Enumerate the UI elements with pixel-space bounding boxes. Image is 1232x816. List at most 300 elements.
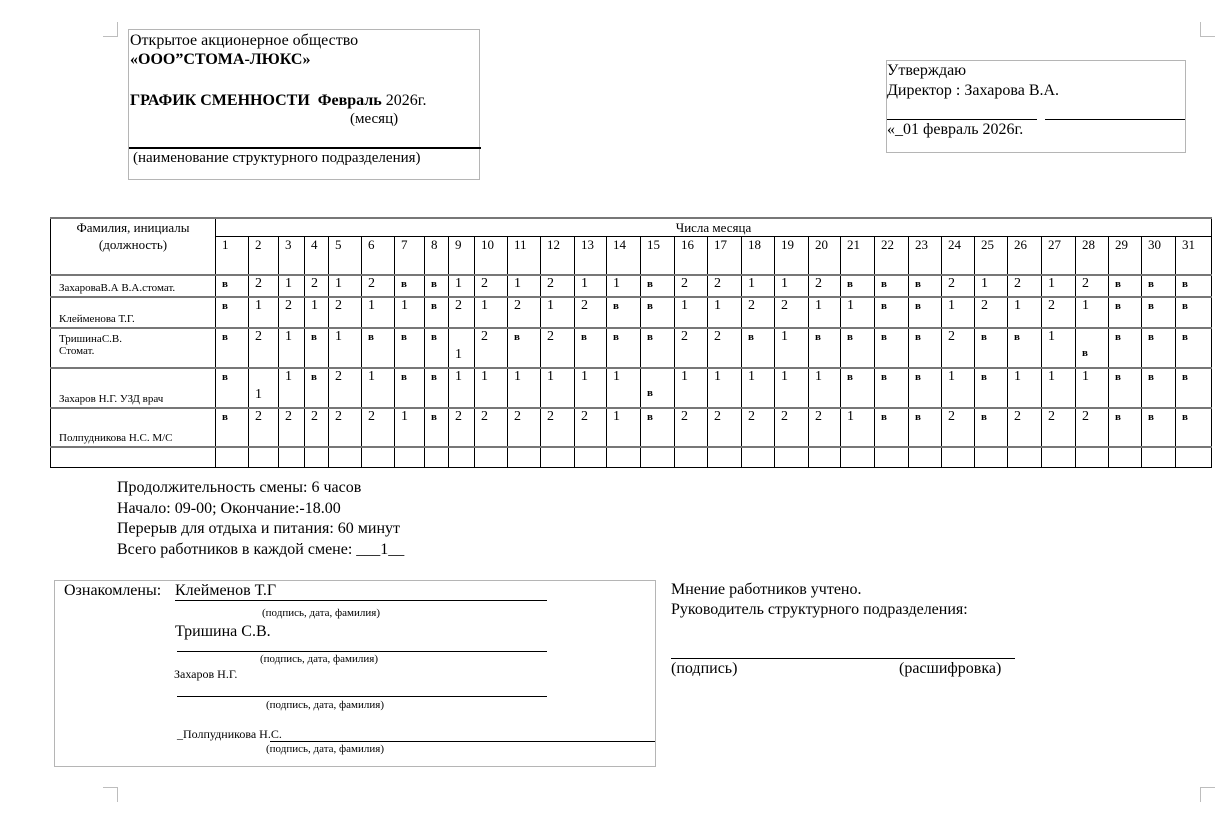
shift-cell[interactable]: [1008, 408, 1042, 447]
shift-cell[interactable]: [809, 408, 841, 447]
shift-cell[interactable]: [362, 275, 395, 297]
shift-cell[interactable]: [1142, 328, 1176, 368]
day-off-mark: в: [1148, 278, 1154, 290]
ack-person-name: _Полпудникова Н.С.: [177, 727, 282, 741]
empty-cell[interactable]: [708, 447, 742, 468]
empty-cell[interactable]: [675, 447, 708, 468]
day-header: 24: [942, 237, 975, 276]
shift-cell[interactable]: [809, 368, 841, 408]
shift-cell[interactable]: [942, 408, 975, 447]
shift-number: 1: [547, 369, 554, 384]
shift-break: Перерыв для отдыха и питания: 60 минут: [117, 520, 401, 537]
empty-cell[interactable]: [607, 447, 641, 468]
shift-number: 2: [514, 298, 521, 313]
shift-cell[interactable]: [809, 297, 841, 328]
day-off-mark: в: [1148, 411, 1154, 423]
shift-number: 2: [714, 409, 721, 424]
shift-cell[interactable]: [425, 275, 449, 297]
empty-cell[interactable]: [508, 447, 541, 468]
shift-cell[interactable]: [395, 368, 425, 408]
employee-name-cell: [51, 328, 216, 368]
employee-name-cell: [51, 297, 216, 328]
empty-cell[interactable]: [742, 447, 775, 468]
shift-cell[interactable]: [1042, 368, 1076, 408]
day-header: 30: [1142, 237, 1176, 276]
shift-number: 2: [514, 409, 521, 424]
shift-cell[interactable]: [362, 368, 395, 408]
shift-cell[interactable]: [475, 275, 508, 297]
day-off-mark: в: [915, 331, 921, 343]
day-off-mark: в: [1182, 371, 1188, 383]
signature-rule: [1045, 119, 1185, 120]
shift-cell[interactable]: [742, 275, 775, 297]
shift-cell[interactable]: [742, 368, 775, 408]
shift-number: 1: [714, 369, 721, 384]
empty-cell[interactable]: [425, 447, 449, 468]
shift-cell[interactable]: [942, 297, 975, 328]
empty-cell[interactable]: [449, 447, 475, 468]
shift-number: 2: [455, 298, 462, 313]
shift-number: 2: [368, 276, 375, 291]
shift-cell[interactable]: [279, 408, 305, 447]
day-off-mark: в: [881, 411, 887, 423]
employee-name: ЗахароваВ.А В.А.стомат.: [59, 282, 176, 294]
shift-cell[interactable]: [216, 275, 249, 297]
day-header: 19: [775, 237, 809, 276]
empty-cell[interactable]: [1142, 447, 1176, 468]
shift-cell[interactable]: [775, 408, 809, 447]
shift-cell[interactable]: [541, 368, 575, 408]
empty-cell[interactable]: [216, 447, 249, 468]
empty-cell[interactable]: [775, 447, 809, 468]
signature-caption: (подпись, дата, фамилия): [260, 653, 378, 665]
shift-cell[interactable]: [249, 297, 279, 328]
shift-cell[interactable]: [575, 368, 607, 408]
empty-cell[interactable]: [249, 447, 279, 468]
schedule-title-line: [130, 92, 427, 110]
shift-cell[interactable]: [475, 297, 508, 328]
shift-cell[interactable]: [541, 408, 575, 447]
shift-cell[interactable]: [1076, 368, 1109, 408]
shift-cell[interactable]: [1109, 328, 1142, 368]
day-off-mark: в: [401, 331, 407, 343]
empty-cell[interactable]: [51, 447, 216, 468]
empty-cell[interactable]: [362, 447, 395, 468]
shift-cell[interactable]: [641, 275, 675, 297]
empty-cell[interactable]: [575, 447, 607, 468]
shift-number: 1: [748, 369, 755, 384]
shift-cell[interactable]: [425, 297, 449, 328]
shift-number: 2: [547, 329, 554, 344]
day-header: 2: [249, 237, 279, 276]
shift-cell[interactable]: [1042, 328, 1076, 368]
shift-cell[interactable]: [1008, 328, 1042, 368]
shift-cell[interactable]: [508, 408, 541, 447]
empty-row: [51, 447, 1212, 468]
shift-cell[interactable]: [607, 275, 641, 297]
employee-name: Клейменова Т.Г.: [59, 313, 135, 325]
shift-cell[interactable]: [508, 368, 541, 408]
approval-block: [886, 60, 1186, 153]
shift-cell[interactable]: [575, 408, 607, 447]
shift-cell[interactable]: [975, 368, 1008, 408]
day-off-mark: в: [1148, 300, 1154, 312]
shift-cell[interactable]: [875, 328, 909, 368]
shift-cell[interactable]: [809, 275, 841, 297]
shift-cell[interactable]: [841, 275, 875, 297]
shift-cell[interactable]: [708, 297, 742, 328]
day-header: 27: [1042, 237, 1076, 276]
shift-cell[interactable]: [362, 328, 395, 368]
shift-cell[interactable]: [1008, 297, 1042, 328]
shift-cell[interactable]: [425, 328, 449, 368]
shift-cell[interactable]: [775, 297, 809, 328]
shift-cell[interactable]: [742, 297, 775, 328]
shift-cell[interactable]: [279, 297, 305, 328]
shift-cell[interactable]: [841, 328, 875, 368]
shift-cell[interactable]: [305, 368, 329, 408]
shift-cell[interactable]: [909, 275, 942, 297]
shift-cell[interactable]: [775, 368, 809, 408]
shift-cell[interactable]: [279, 275, 305, 297]
shift-cell[interactable]: [216, 408, 249, 447]
day-off-mark: в: [1148, 371, 1154, 383]
shift-cell[interactable]: [708, 408, 742, 447]
shift-number: 2: [781, 298, 788, 313]
schedule-year: 2026г.: [385, 92, 427, 109]
shift-cell[interactable]: [216, 328, 249, 368]
page-corner-mark: [1200, 787, 1215, 802]
shift-cell[interactable]: [305, 328, 329, 368]
shift-cell[interactable]: [1008, 275, 1042, 297]
shift-cell[interactable]: [841, 368, 875, 408]
shift-number: 1: [335, 276, 342, 291]
shift-cell[interactable]: [809, 328, 841, 368]
shift-cell[interactable]: [249, 275, 279, 297]
shift-hours: Начало: 09-00; Окончание:-18.00: [117, 499, 341, 517]
shift-number: 1: [1014, 298, 1021, 313]
shift-cell[interactable]: [675, 368, 708, 408]
shift-number: 2: [285, 298, 292, 313]
day-off-mark: в: [222, 411, 228, 423]
empty-cell[interactable]: [1042, 447, 1076, 468]
acknowledged-label: Ознакомлены:: [64, 582, 162, 599]
shift-number: 1: [815, 369, 822, 384]
shift-cell[interactable]: [1142, 297, 1176, 328]
day-off-mark: в: [847, 371, 853, 383]
shift-cell[interactable]: [708, 368, 742, 408]
day-header: 17: [708, 237, 742, 276]
shift-number: 2: [815, 409, 822, 424]
shift-cell[interactable]: [475, 408, 508, 447]
shift-cell[interactable]: [1076, 275, 1109, 297]
shift-cell[interactable]: [362, 297, 395, 328]
empty-cell[interactable]: [541, 447, 575, 468]
shift-cell[interactable]: [909, 297, 942, 328]
day-header: 28: [1076, 237, 1109, 276]
day-off-mark: в: [311, 371, 317, 383]
shift-cell[interactable]: [1042, 408, 1076, 447]
empty-cell[interactable]: [975, 447, 1008, 468]
shift-cell[interactable]: [641, 408, 675, 447]
day-off-mark: в: [915, 371, 921, 383]
shift-number: 1: [255, 298, 262, 313]
shift-cell[interactable]: [975, 275, 1008, 297]
signature-line: [177, 696, 547, 697]
day-off-mark: в: [1182, 300, 1188, 312]
shift-cell[interactable]: [475, 368, 508, 408]
page-corner-mark: [1200, 22, 1215, 37]
shift-number: 2: [948, 329, 955, 344]
shift-cell[interactable]: [875, 297, 909, 328]
shift-cell[interactable]: [607, 368, 641, 408]
shift-cell[interactable]: [216, 368, 249, 408]
shift-cell[interactable]: [541, 297, 575, 328]
day-header: 22: [875, 237, 909, 276]
shift-cell[interactable]: [1176, 297, 1212, 328]
empty-cell[interactable]: [909, 447, 942, 468]
shift-cell[interactable]: [909, 408, 942, 447]
day-off-mark: в: [815, 331, 821, 343]
shift-cell[interactable]: [1109, 297, 1142, 328]
shift-number: 1: [781, 369, 788, 384]
shift-number: 2: [481, 409, 488, 424]
day-off-mark: в: [881, 331, 887, 343]
shift-cell[interactable]: [575, 328, 607, 368]
shift-cell[interactable]: [975, 408, 1008, 447]
day-off-mark: в: [748, 331, 754, 343]
day-header: 23: [909, 237, 942, 276]
shift-cell[interactable]: [942, 328, 975, 368]
shift-cell[interactable]: [449, 368, 475, 408]
shift-cell[interactable]: [909, 368, 942, 408]
shift-cell[interactable]: [775, 328, 809, 368]
shift-cell[interactable]: [1109, 408, 1142, 447]
empty-cell[interactable]: [475, 447, 508, 468]
day-header: 3: [279, 237, 305, 276]
shift-cell[interactable]: [395, 328, 425, 368]
shift-cell[interactable]: [329, 368, 362, 408]
shift-cell[interactable]: [675, 297, 708, 328]
name-header-line: Фамилия, инициалы: [76, 220, 190, 235]
shift-number: 2: [255, 409, 262, 424]
shift-cell[interactable]: [942, 275, 975, 297]
day-off-mark: в: [431, 331, 437, 343]
shift-cell[interactable]: [1176, 408, 1212, 447]
shift-cell[interactable]: [541, 328, 575, 368]
shift-cell[interactable]: [641, 328, 675, 368]
shift-cell[interactable]: [329, 275, 362, 297]
shift-number: 2: [311, 409, 318, 424]
day-off-mark: в: [981, 411, 987, 423]
day-off-mark: в: [431, 411, 437, 423]
empty-cell[interactable]: [279, 447, 305, 468]
shift-cell[interactable]: [395, 408, 425, 447]
shift-cell[interactable]: [249, 408, 279, 447]
shift-number: 1: [948, 298, 955, 313]
shift-cell[interactable]: [449, 328, 475, 368]
shift-cell[interactable]: [329, 408, 362, 447]
shift-cell[interactable]: [641, 368, 675, 408]
shift-cell[interactable]: [362, 408, 395, 447]
shift-cell[interactable]: [607, 408, 641, 447]
day-off-mark: в: [1115, 278, 1121, 290]
shift-number: 1: [514, 276, 521, 291]
shift-number: 1: [455, 347, 462, 362]
signature-caption: (подпись, дата, фамилия): [266, 743, 384, 755]
shift-cell[interactable]: [1008, 368, 1042, 408]
shift-number: 2: [948, 276, 955, 291]
empty-cell[interactable]: [1109, 447, 1142, 468]
signature-caption: (подпись): [671, 660, 738, 677]
shift-number: 1: [581, 369, 588, 384]
shift-number: 1: [455, 276, 462, 291]
shift-number: 1: [285, 369, 292, 384]
empty-cell[interactable]: [1076, 447, 1109, 468]
shift-cell[interactable]: [575, 275, 607, 297]
day-header: 25: [975, 237, 1008, 276]
shift-cell[interactable]: [305, 275, 329, 297]
shift-cell[interactable]: [425, 408, 449, 447]
shift-cell[interactable]: [1142, 408, 1176, 447]
shift-cell[interactable]: [475, 328, 508, 368]
shift-number: 2: [981, 298, 988, 313]
shift-cell[interactable]: [775, 275, 809, 297]
table-row: [51, 275, 1212, 297]
shift-cell[interactable]: [875, 368, 909, 408]
name-column-header: [51, 218, 216, 275]
shift-cell[interactable]: [1109, 275, 1142, 297]
shift-number: 1: [285, 276, 292, 291]
shift-cell[interactable]: [449, 408, 475, 447]
shift-cell[interactable]: [449, 275, 475, 297]
shift-cell[interactable]: [449, 297, 475, 328]
shift-cell[interactable]: [841, 408, 875, 447]
shift-cell[interactable]: [279, 368, 305, 408]
month-days-header: Числа месяца: [216, 218, 1212, 237]
shift-number: 1: [401, 409, 408, 424]
shift-cell[interactable]: [249, 368, 279, 408]
shift-cell[interactable]: [305, 408, 329, 447]
day-header: 16: [675, 237, 708, 276]
shift-cell[interactable]: [875, 408, 909, 447]
shift-cell[interactable]: [742, 328, 775, 368]
shift-cell[interactable]: [508, 328, 541, 368]
shift-cell[interactable]: [1176, 368, 1212, 408]
shift-cell[interactable]: [607, 328, 641, 368]
shift-number: 2: [547, 409, 554, 424]
day-off-mark: в: [881, 371, 887, 383]
empty-cell[interactable]: [329, 447, 362, 468]
shift-cell[interactable]: [1076, 297, 1109, 328]
shift-cell[interactable]: [708, 275, 742, 297]
shift-cell[interactable]: [675, 408, 708, 447]
shift-number: 1: [401, 298, 408, 313]
shift-cell[interactable]: [575, 297, 607, 328]
org-type: Открытое акционерное общество: [130, 32, 359, 49]
shift-number: 2: [748, 409, 755, 424]
day-off-mark: в: [647, 278, 653, 290]
shift-cell[interactable]: [742, 408, 775, 447]
workers-per-shift: Всего работников в каждой смене: ___1__: [117, 540, 405, 558]
shift-cell[interactable]: [1176, 275, 1212, 297]
day-off-mark: в: [401, 371, 407, 383]
shift-cell[interactable]: [541, 275, 575, 297]
shift-cell[interactable]: [329, 297, 362, 328]
shift-number: 1: [1048, 369, 1055, 384]
shift-cell[interactable]: [508, 275, 541, 297]
division-rule: [129, 147, 481, 149]
shift-number: 1: [681, 298, 688, 313]
shift-cell[interactable]: [708, 328, 742, 368]
shift-cell[interactable]: [1176, 328, 1212, 368]
day-off-mark: в: [581, 331, 587, 343]
empty-cell[interactable]: [395, 447, 425, 468]
empty-cell[interactable]: [1176, 447, 1212, 468]
shift-cell[interactable]: [1076, 328, 1109, 368]
shift-cell[interactable]: [395, 275, 425, 297]
shift-cell[interactable]: [675, 328, 708, 368]
empty-cell[interactable]: [809, 447, 841, 468]
shift-cell[interactable]: [1109, 368, 1142, 408]
shift-cell[interactable]: [425, 368, 449, 408]
signature-caption: (подпись, дата, фамилия): [266, 699, 384, 711]
shift-cell[interactable]: [975, 297, 1008, 328]
shift-cell[interactable]: [1142, 368, 1176, 408]
signature-line: [177, 651, 547, 652]
shift-cell[interactable]: [1042, 297, 1076, 328]
shift-number: 2: [1014, 409, 1021, 424]
empty-cell[interactable]: [641, 447, 675, 468]
shift-number: 1: [368, 298, 375, 313]
shift-number: 1: [368, 369, 375, 384]
shift-cell[interactable]: [305, 297, 329, 328]
shift-cell[interactable]: [975, 328, 1008, 368]
shift-cell[interactable]: [942, 368, 975, 408]
shift-cell[interactable]: [1142, 275, 1176, 297]
empty-cell[interactable]: [841, 447, 875, 468]
shift-number: 2: [1082, 409, 1089, 424]
shift-cell[interactable]: [395, 297, 425, 328]
shift-cell[interactable]: [909, 328, 942, 368]
shift-number: 2: [481, 329, 488, 344]
shift-cell[interactable]: [875, 275, 909, 297]
shift-number: 2: [815, 276, 822, 291]
shift-cell[interactable]: [1076, 408, 1109, 447]
shift-cell[interactable]: [279, 328, 305, 368]
day-header: 31: [1176, 237, 1212, 276]
shift-cell[interactable]: [508, 297, 541, 328]
day-off-mark: в: [1115, 300, 1121, 312]
empty-cell[interactable]: [305, 447, 329, 468]
shift-cell[interactable]: [216, 297, 249, 328]
shift-number: 1: [847, 298, 854, 313]
shift-number: 2: [748, 298, 755, 313]
ack-person-name: Тришина С.В.: [175, 623, 271, 640]
shift-cell[interactable]: [607, 297, 641, 328]
empty-cell[interactable]: [1008, 447, 1042, 468]
page-corner-mark: [103, 22, 118, 37]
shift-cell[interactable]: [675, 275, 708, 297]
shift-cell[interactable]: [841, 297, 875, 328]
shift-cell[interactable]: [329, 328, 362, 368]
shift-cell[interactable]: [1042, 275, 1076, 297]
empty-cell[interactable]: [875, 447, 909, 468]
shift-cell[interactable]: [249, 328, 279, 368]
shift-number: 2: [1014, 276, 1021, 291]
empty-cell[interactable]: [942, 447, 975, 468]
shift-cell[interactable]: [641, 297, 675, 328]
